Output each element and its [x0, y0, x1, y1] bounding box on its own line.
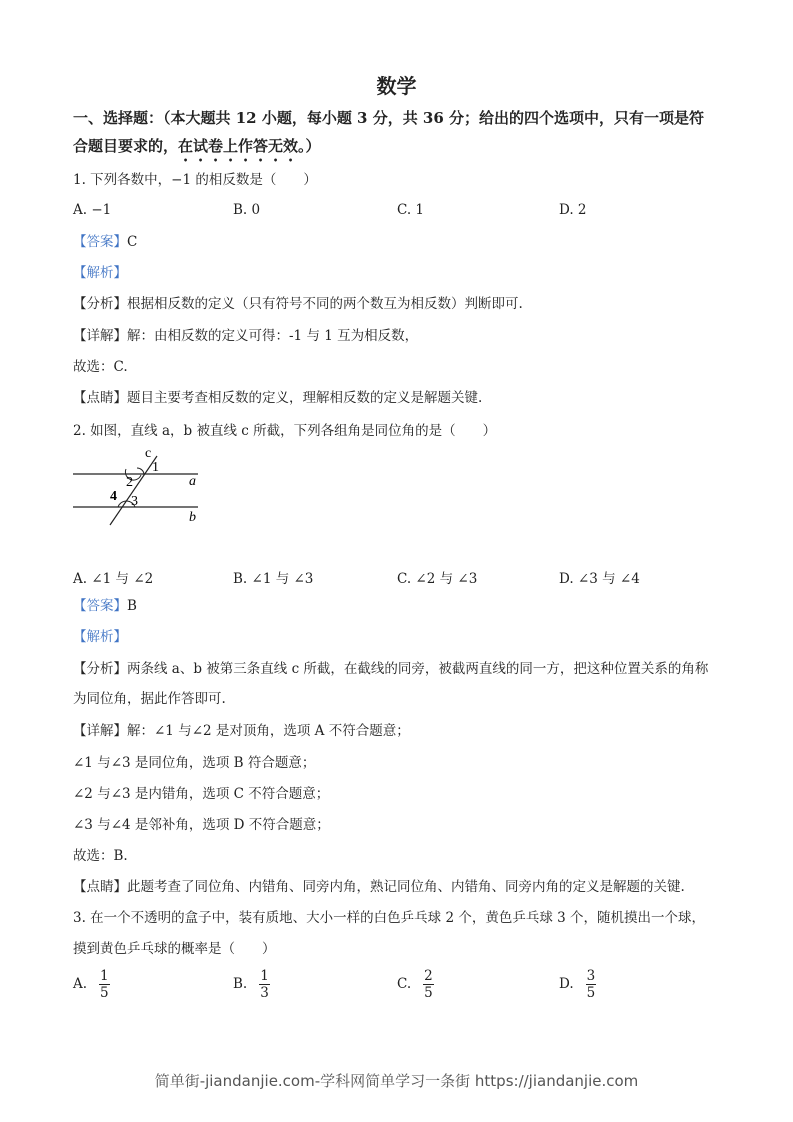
- q2-analysis-tag: 【解析】: [73, 629, 127, 645]
- q2-option-a: A. ∠1 与 ∠2: [73, 571, 154, 587]
- q3-option-a: A. $\frac{1}{5}$: [73, 968, 109, 1001]
- q2-fenxi-2: 为同位角，据此作答即可.: [73, 691, 226, 707]
- svg-text:b: b: [189, 510, 196, 525]
- svg-text:3: 3: [131, 494, 138, 509]
- q3-option-d: D. $\frac{3}{5}$: [559, 968, 596, 1001]
- q2-line: ∠2 与∠3 是内错角，选项 C 不符合题意；: [73, 786, 330, 802]
- q2-xiangjie: 【详解】解：∠1 与∠2 是对顶角，选项 A 不符合题意；: [73, 723, 410, 739]
- q1-option-d: D. 2: [559, 202, 587, 218]
- page-title: 数学: [376, 74, 417, 98]
- q2-option-c: C. ∠2 与 ∠3: [397, 571, 478, 587]
- q1-stem: 1. 下列各数中，−1 的相反数是（ ）: [73, 172, 317, 188]
- section-heading-line2: 合题目要求的，在试卷上作答无效。）: [73, 137, 321, 155]
- q2-line: ∠3 与∠4 是邻补角，选项 D 不符合题意；: [73, 817, 330, 833]
- svg-text:1: 1: [152, 460, 159, 475]
- q1-option-c: C. 1: [397, 202, 425, 218]
- q1-answer: 【答案】C: [73, 234, 138, 250]
- q3-option-c: C. $\frac{2}{5}$: [397, 968, 433, 1001]
- q3-stem: 3. 在一个不透明的盒子中，装有质地、大小一样的白色乒乓球 2 个，黄色乒乓球 3 个，随机摸出一个球，: [73, 910, 706, 926]
- q1-option-a: A. −1: [73, 202, 112, 218]
- q1-dianjing: 【点睛】题目主要考查相反数的定义，理解相反数的定义是解题关键.: [73, 390, 483, 406]
- q2-guxuan: 故选：B.: [73, 848, 128, 864]
- section-heading: 一、选择题：（本大题共 12 小题，每小题 3 分，共 36 分；给出的四个选项中，只有一项是符: [73, 109, 705, 127]
- q2-stem: 2. 如图，直线 a，b 被直线 c 所截，下列各组角是同位角的是（ ）: [73, 423, 497, 439]
- q2-fenxi: 【分析】两条线 a、b 被第三条直线 c 所截，在截线的同旁，被截两直线的同一方，把这种位置关系的角称: [73, 661, 709, 677]
- svg-text:a: a: [189, 474, 196, 489]
- label-c: c: [145, 446, 152, 461]
- q1-option-b: B. 0: [233, 202, 261, 218]
- svg-text:4: 4: [110, 489, 117, 504]
- footer-watermark[interactable]: 简单街-jiandanjie.com-学科网简单学习一条街 https://jiandanjie.com: [154, 1072, 639, 1090]
- q3-stem-2: 摸到黄色乒乓球的概率是（ ）: [73, 941, 276, 957]
- q1-fenxi: 【分析】根据相反数的定义（只有符号不同的两个数互为相反数）判断即可.: [73, 296, 523, 312]
- q2-dianjing: 【点睛】此题考查了同位角、内错角、同旁内角，熟记同位角、内错角、同旁内角的定义是解题的关键.: [73, 879, 685, 895]
- q2-line: ∠1 与∠3 是同位角，选项 B 符合题意；: [73, 755, 316, 771]
- q2-figure: [70, 445, 205, 530]
- q1-analysis-tag: 【解析】: [73, 265, 127, 281]
- q1-xiangjie: 【详解】解：由相反数的定义可得：-1 与 1 互为相反数，: [73, 328, 419, 344]
- emphasized-text: 在试卷上作答无效: [178, 137, 299, 155]
- q1-guxuan: 故选：C.: [73, 359, 128, 375]
- q2-option-b: B. ∠1 与 ∠3: [233, 571, 314, 587]
- q2-option-d: D. ∠3 与 ∠4: [559, 571, 640, 587]
- svg-text:2: 2: [126, 475, 133, 490]
- q2-answer: 【答案】B: [73, 598, 137, 614]
- q3-option-b: B. $\frac{1}{3}$: [233, 968, 269, 1001]
